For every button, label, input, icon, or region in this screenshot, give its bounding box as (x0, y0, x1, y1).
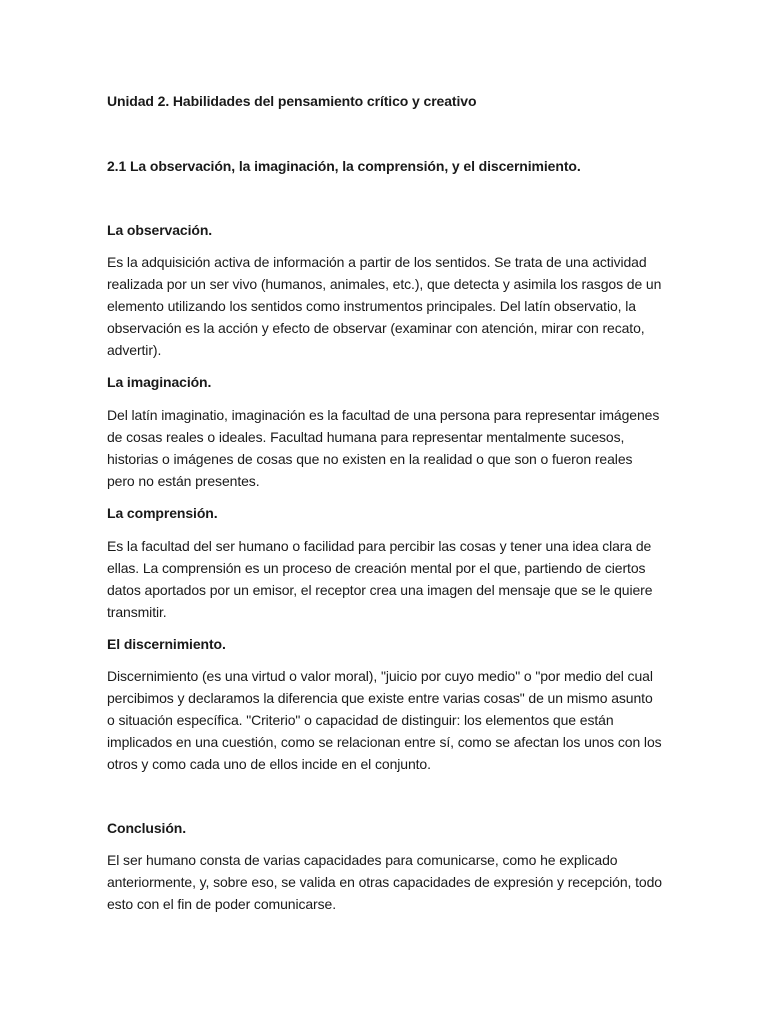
section-title: 2.1 La observación, la imaginación, la comprensión, y el discernimiento. (107, 158, 581, 174)
paragraph-imaginacion: Del latín imaginatio, imaginación es la facultad de una persona para representar imágenes de cosas reales o ideales. Facultad humana para representar mentalmente sucesos, historias o imágenes de cosas que no existen en la realidad o que son o fueron reales pero no están presentes. (107, 407, 660, 489)
paragraph-conclusion: El ser humano consta de varias capacidades para comunicarse, como he explicado anteriormente, y, sobre eso, se valida en otras capacidades de expresión y recepción, todo esto con el fin de poder comunicarse. (107, 852, 662, 912)
heading-comprension: La comprensión. (107, 505, 218, 521)
paragraph-observacion: Es la adquisición activa de información a partir de los sentidos. Se trata de una actividad realizada por un ser vivo (humanos, animales, etc.), que detecta y asimila los rasgos de un elemento utilizando los sentidos como instrumentos principales. Del latín observatio, la observación es la acción y efecto de observar (examinar con atención, mirar con recato, advertir). (107, 254, 662, 358)
paragraph-discernimiento: Discernimiento (es una virtud o valor moral), "juicio por cuyo medio" o "por medio del cual percibimos y declaramos la diferencia que existe entre varias cosas" de un mismo asunto o situación específica. "Criterio" o capacidad de distinguir: los elementos que están implicados en una cuestión, como se relacionan entre sí, como se afectan los unos con los otros y como cada uno de ellos incide en el conjunto. (107, 668, 662, 772)
heading-discernimiento: El discernimiento. (107, 636, 226, 652)
unit-title: Unidad 2. Habilidades del pensamiento crítico y creativo (107, 93, 477, 109)
heading-imaginacion: La imaginación. (107, 374, 212, 390)
heading-conclusion: Conclusión. (107, 820, 187, 836)
heading-observacion: La observación. (107, 222, 213, 238)
paragraph-comprension: Es la facultad del ser humano o facilidad para percibir las cosas y tener una idea clara de ellas. La comprensión es un proceso de creación mental por el que, partiendo de ciertos datos aportados por un emisor, el receptor crea una imagen del mensaje que se le quiere transmitir. (107, 538, 653, 620)
